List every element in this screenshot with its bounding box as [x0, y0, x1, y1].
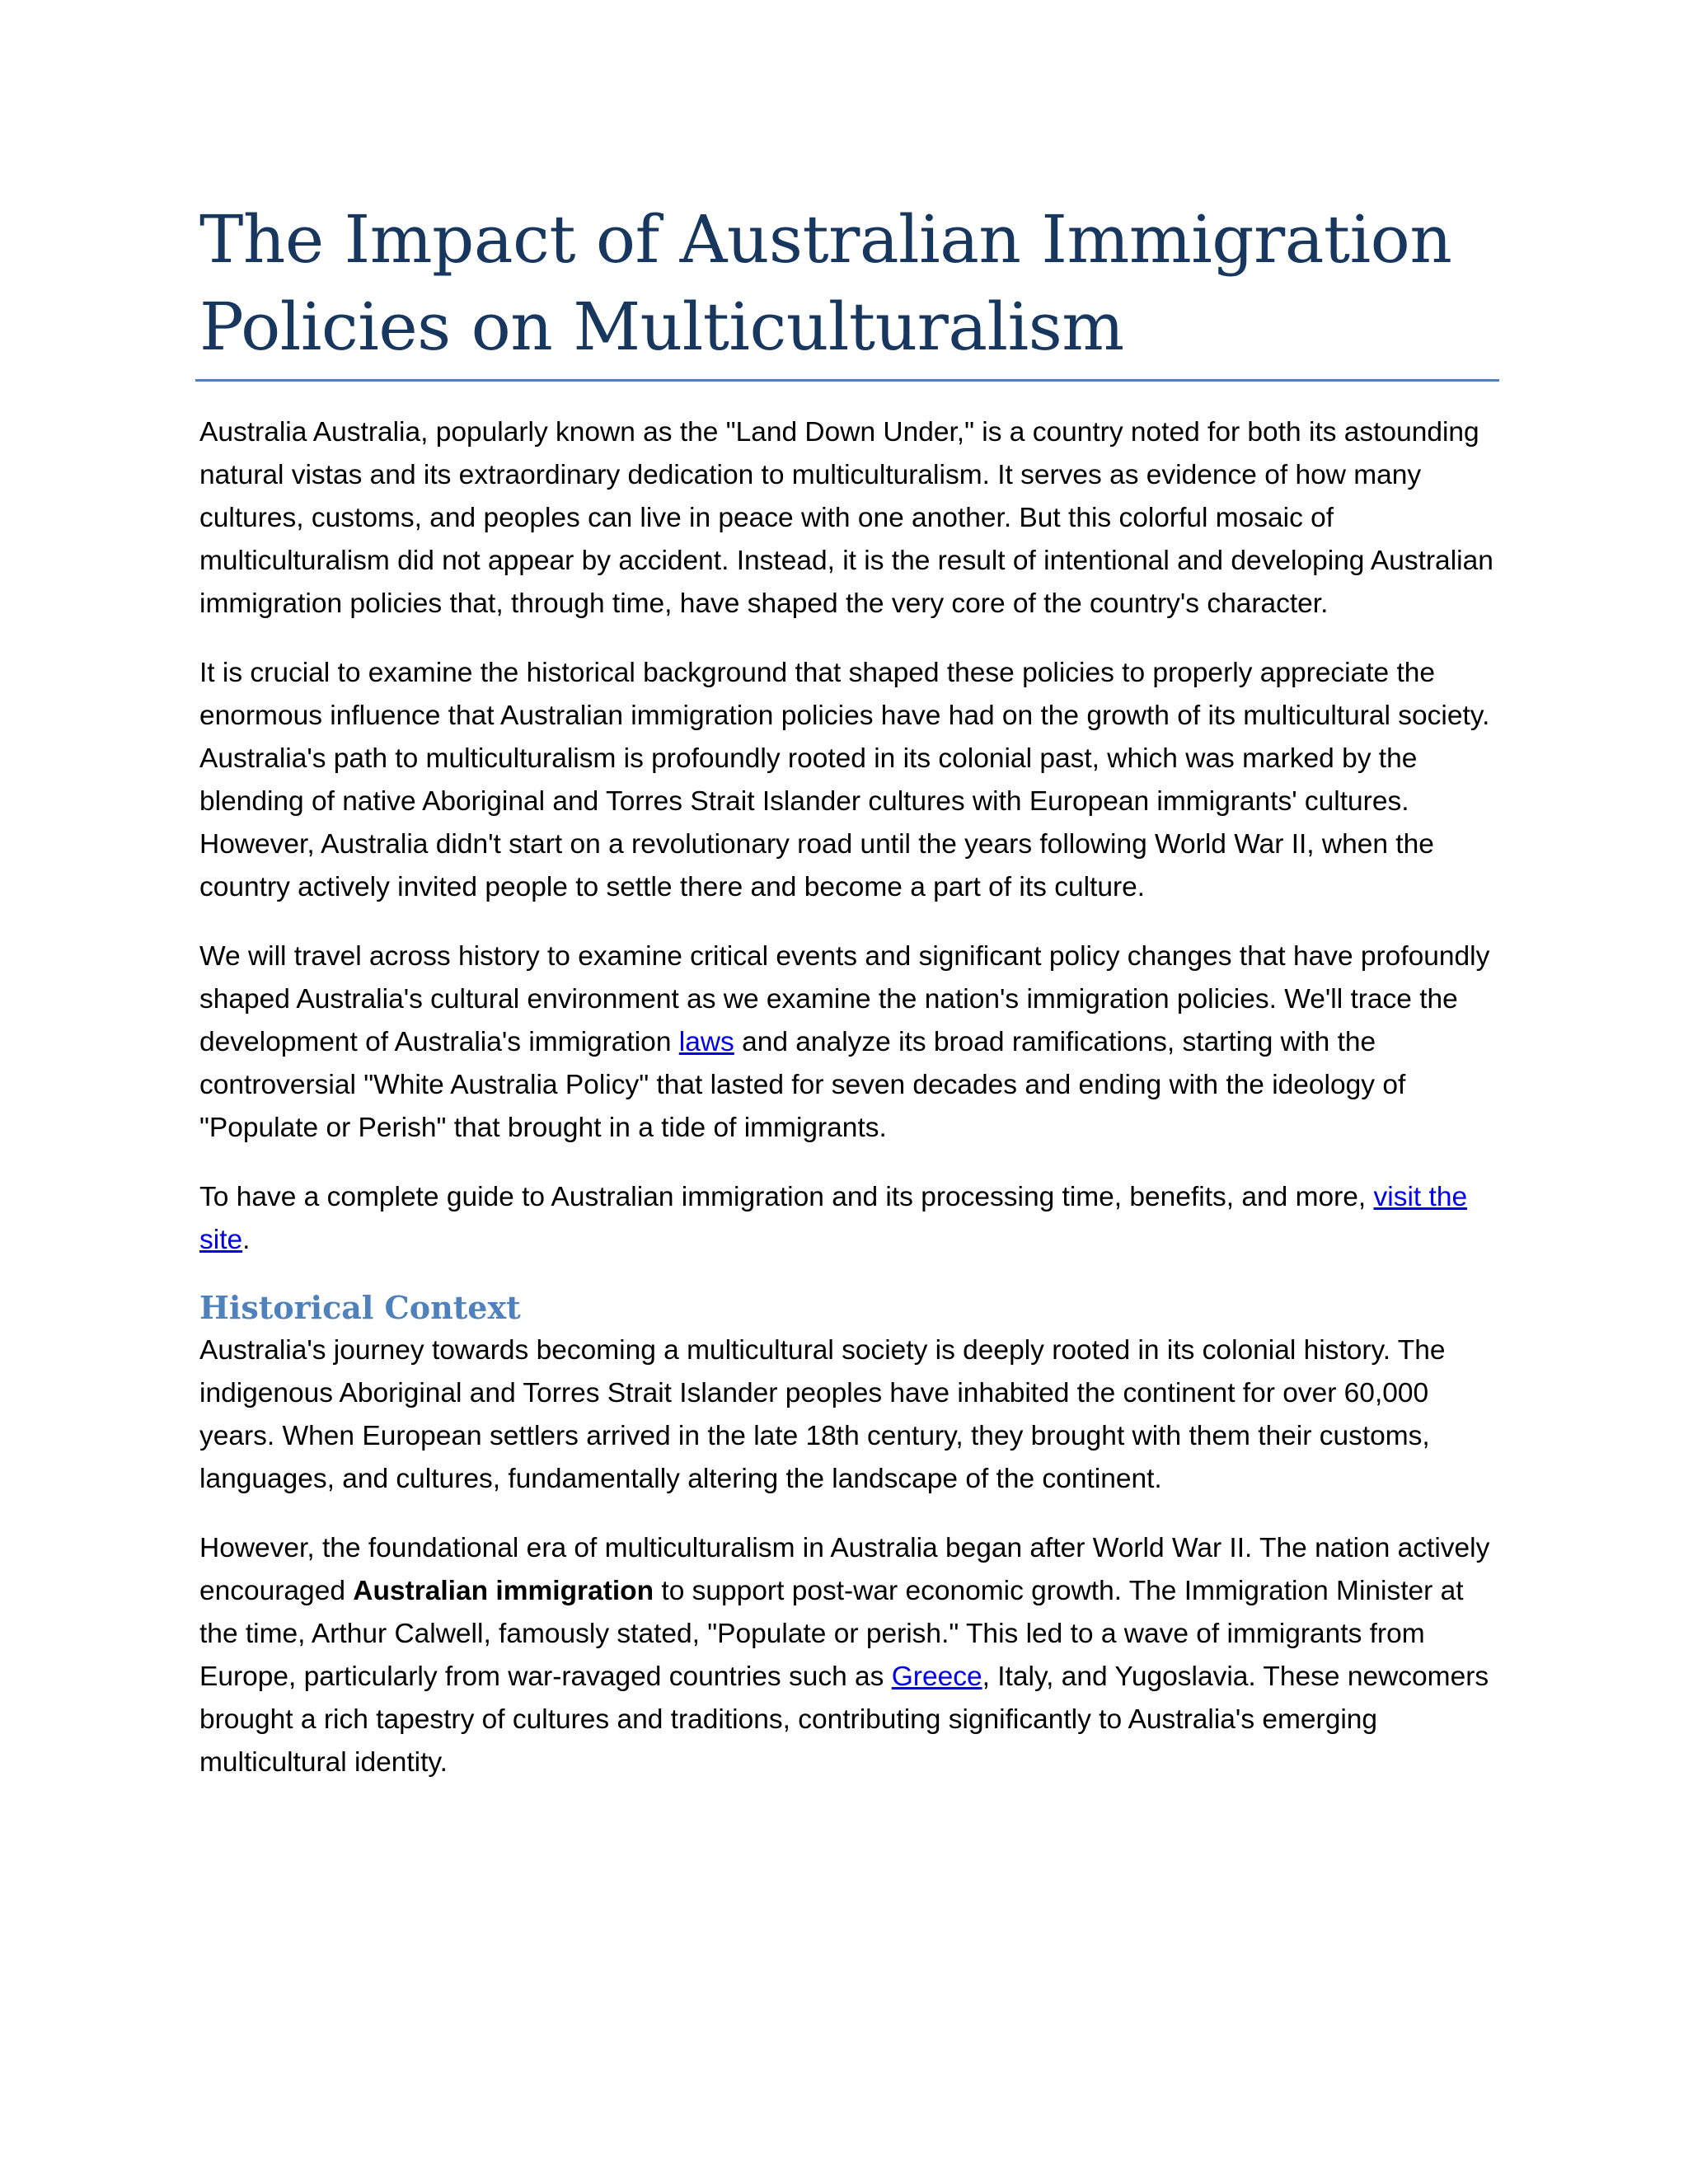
historical-context-paragraph-2-text-middle: to support post-war economic growth. The Immigration Minister at the time, Arthur Calwell, famously stated, "Populate or perish." This led to a wave of immigrants from Europe, particularly from war-ravaged countries such as: [199, 1576, 1464, 1692]
historical-context-paragraph-1: Australia's journey towards becoming a multicultural society is deeply rooted in its colonial history. The indigenous Aboriginal and Torres Strait Islander peoples have inhabited the continent for over 60,000 years. When European settlers arrived in the late 18th century, they brought with them their customs, languages, and cultures, fundamentally altering the landscape of the continent.: [199, 1335, 1446, 1494]
historical-context-paragraph-2-text-before: However, the foundational era of multiculturalism in Australia began after World War II. The nation actively encouraged: [199, 1533, 1490, 1606]
intro-paragraph-3: [199, 935, 1495, 1150]
laws-link[interactable]: laws: [678, 1027, 734, 1057]
intro-paragraph-1: Australia Australia, popularly known as the "Land Down Under," is a country noted for both its astounding natural vistas and its extraordinary dedication to multiculturalism. It serves as evidence of how many cultures, customs, and peoples can live in peace with one another. But this colorful mosaic of multiculturalism did not appear by accident. Instead, it is the result of intentional and developing Australian immigration policies that, through time, have shaped the very core of the country's character.: [199, 417, 1493, 619]
visit-the-site-link[interactable]: visit the site: [199, 1182, 1468, 1255]
intro-paragraph-4-text-before: To have a complete guide to Australian immigration and its processing time, benefits, and more,: [199, 1182, 1374, 1212]
intro-paragraph-3-text-before: We will travel across history to examine critical events and significant policy changes that have profoundly shaped Australia's cultural environment as we examine the nation's immigration policies. We'll trace the development of Australia's immigration: [199, 941, 1490, 1057]
australian-immigration-bold-text: Australian immigration: [353, 1576, 654, 1606]
intro-paragraph-4: [199, 1176, 1495, 1262]
document-title: The Impact of Australian Immigration Policies on Multiculturalism: [199, 201, 1452, 365]
historical-context-paragraph-2-text-after: , Italy, and Yugoslavia. These newcomers brought a rich tapestry of cultures and traditions, contributing significantly to Australia's emerging multicultural identity.: [199, 1661, 1489, 1778]
intro-paragraph-2: It is crucial to examine the historical background that shaped these policies to properly appreciate the enormous influence that Australian immigration policies have had on the growth of its multicultural society. Australia's path to multiculturalism is profoundly rooted in its colonial past, which was marked by the blending of native Aboriginal and Torres Strait Islander cultures with European immigrants' cultures. However, Australia didn't start on a revolutionary road until the years following World War II, when the country actively invited people to settle there and become a part of its culture.: [199, 658, 1490, 902]
intro-paragraph-4-text-after: .: [242, 1225, 251, 1255]
title-underline-divider: [195, 379, 1499, 382]
intro-paragraph-3-text-after: and analyze its broad ramifications, starting with the controversial "White Australia Policy" that lasted for seven decades and ending with the ideology of "Populate or Perish" that brought in a tide of immigrants.: [199, 1027, 1406, 1143]
historical-context-heading: Historical Context: [199, 1289, 521, 1326]
historical-context-paragraph-2: [199, 1527, 1495, 1784]
document-body: [199, 196, 1495, 1784]
greece-link[interactable]: Greece: [891, 1661, 982, 1692]
